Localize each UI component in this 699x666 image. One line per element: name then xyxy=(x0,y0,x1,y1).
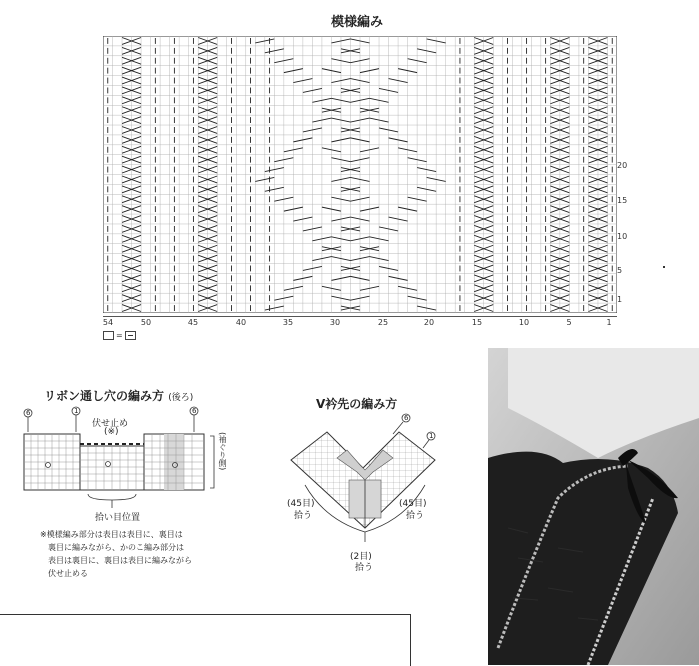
ribbon-right-block xyxy=(144,434,204,490)
note-line-2: 裏目に編みながら、かのこ編み部分は xyxy=(48,543,184,552)
v-marker-6-label: 6 xyxy=(404,414,409,422)
knit-symbol xyxy=(103,331,114,340)
side-label: (袖ぐり側) xyxy=(218,432,227,471)
v-left-count: (45目) xyxy=(287,499,315,509)
col-number-25: 25 xyxy=(377,318,389,327)
note-line-1: ※模様編み部分は表目は表目に、裏目は xyxy=(40,530,183,539)
ribbon-middle-block xyxy=(80,444,144,490)
v-center-action: 拾う xyxy=(355,563,374,573)
col-number-50: 50 xyxy=(140,318,152,327)
knitting-chart-grid xyxy=(103,36,617,313)
ribbon-hole-title-text: リボン通し穴の編み方 xyxy=(44,389,165,403)
ribbon-hole-title-note: (後ろ) xyxy=(168,393,194,403)
garment-photo xyxy=(488,348,699,665)
bottom-panel-frame xyxy=(0,614,411,666)
row-number-20: 20 xyxy=(617,161,628,170)
v-right-count: (45目) xyxy=(399,499,427,509)
purl-symbol xyxy=(125,331,136,340)
pickup-label: 拾い目位置 xyxy=(95,513,141,523)
v-neck-title: V衿先の編み方 xyxy=(316,397,398,411)
legend-equals: = xyxy=(116,331,123,340)
col-number-1: 1 xyxy=(606,318,612,327)
stray-dot xyxy=(663,266,665,268)
bind-off-label: 伏せ止め xyxy=(92,419,129,429)
v-right-action: 拾う xyxy=(406,511,425,521)
row-number-10: 10 xyxy=(617,232,628,241)
v-marker-1-label: 1 xyxy=(429,432,434,440)
col-number-10: 10 xyxy=(518,318,530,327)
col-number-15: 15 xyxy=(471,318,483,327)
marker-right-label: 6 xyxy=(192,407,197,415)
column-number-axis xyxy=(103,316,617,329)
col-number-35: 35 xyxy=(282,318,294,327)
v-left-action: 拾う xyxy=(294,511,313,521)
note-line-4: 伏せ止める xyxy=(48,569,88,578)
row-number-5: 5 xyxy=(617,266,623,275)
bind-off-note: (※) xyxy=(104,427,119,437)
row-number-axis xyxy=(615,36,645,313)
col-number-20: 20 xyxy=(423,318,435,327)
row-number-15: 15 xyxy=(617,196,628,205)
bind-off-instruction-note xyxy=(40,528,240,580)
marker-left-label: 6 xyxy=(26,409,31,417)
marker-mid-label: 1 xyxy=(74,407,79,415)
v-neck-diagram xyxy=(285,410,445,555)
row-number-1: 1 xyxy=(617,295,623,304)
main-chart-title: 模様編み xyxy=(331,15,384,30)
col-number-45: 45 xyxy=(187,318,199,327)
ribbon-left-block xyxy=(24,434,80,490)
col-number-54: 54 xyxy=(102,318,114,327)
chart-legend xyxy=(103,331,136,340)
note-line-3: 表目は裏目に、裏目は表目に編みながら xyxy=(48,556,192,565)
col-number-40: 40 xyxy=(235,318,247,327)
v-center-count: (2目) xyxy=(350,552,372,562)
col-number-30: 30 xyxy=(329,318,341,327)
col-number-5: 5 xyxy=(566,318,572,327)
